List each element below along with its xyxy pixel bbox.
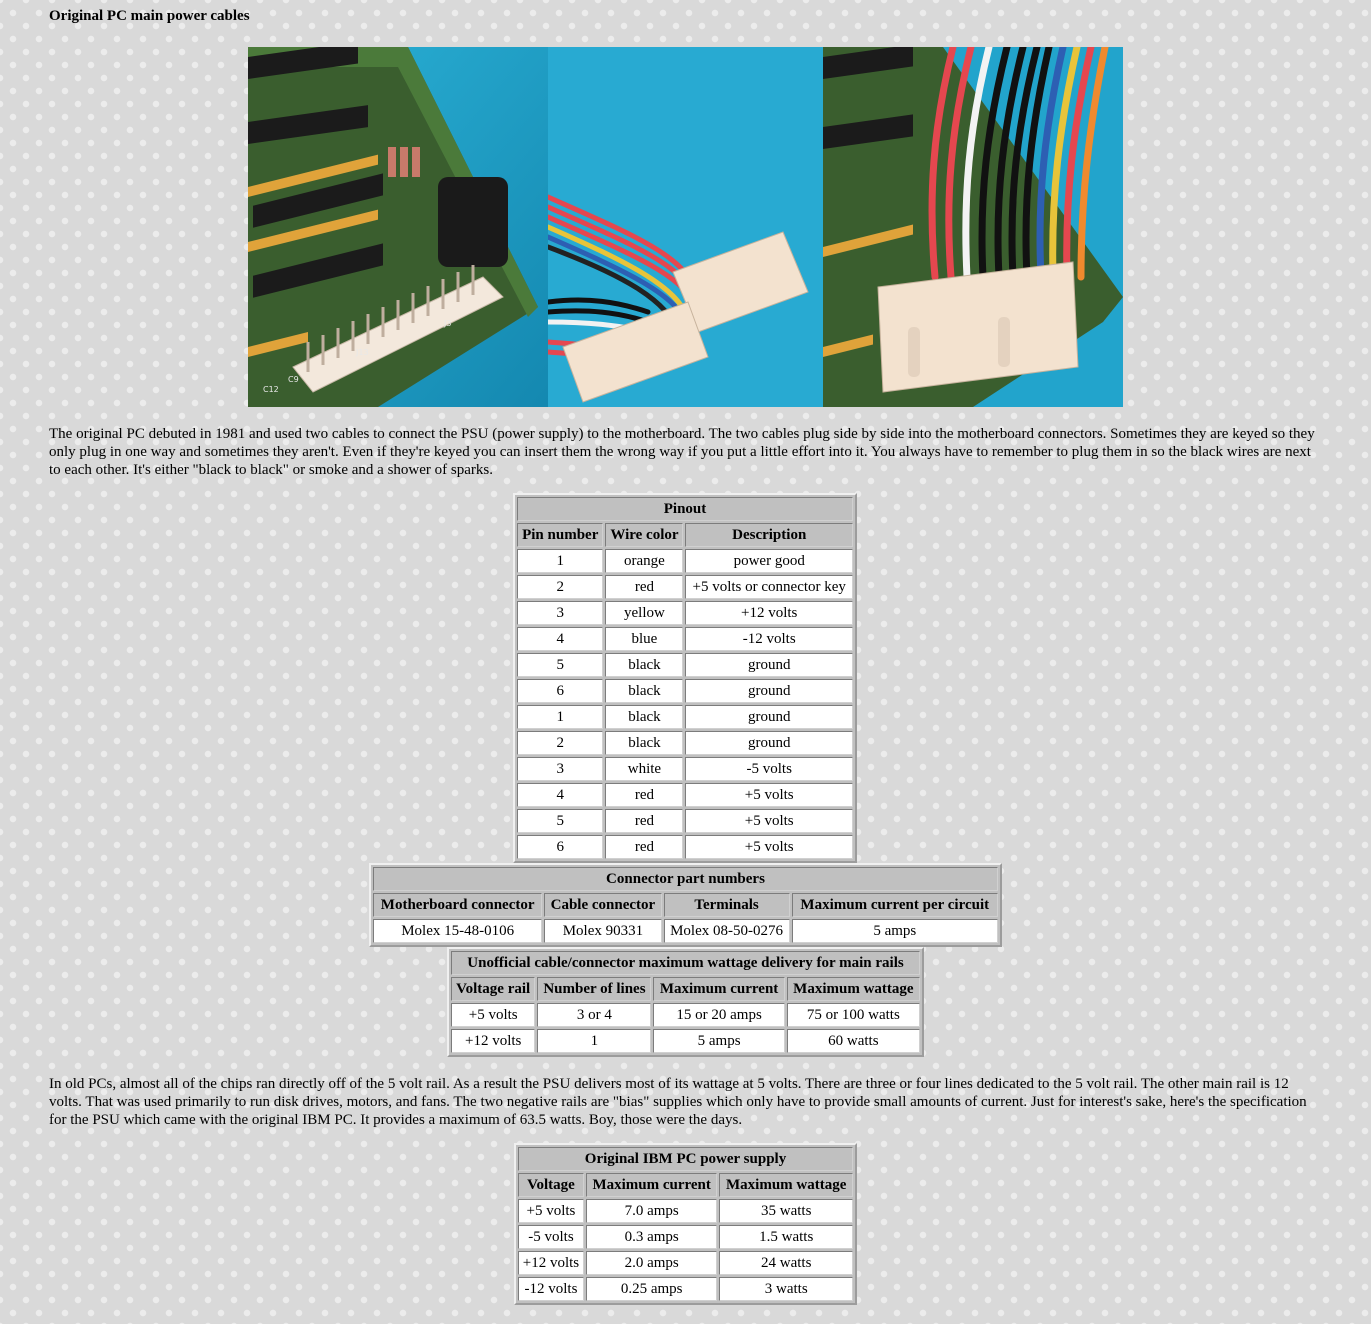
- table-row: [518, 1251, 853, 1275]
- pinout-table: [513, 493, 857, 863]
- installed-cables-photo: [823, 47, 1123, 407]
- cell: 1: [537, 1029, 651, 1053]
- cell: orange: [605, 549, 683, 573]
- parts-caption: Connector part numbers: [373, 867, 998, 891]
- cell: 75 or 100 watts: [787, 1003, 920, 1027]
- table-row: [517, 679, 853, 703]
- col-terminals: Terminals: [664, 893, 790, 917]
- col-voltage-rail: Voltage rail: [451, 977, 535, 1001]
- table-row: [517, 705, 853, 729]
- cell: 0.3 amps: [586, 1225, 718, 1249]
- cell: 5: [517, 809, 603, 833]
- table-row: [518, 1225, 853, 1249]
- col-cable-connector: Cable connector: [544, 893, 661, 917]
- table-row: [373, 919, 998, 943]
- cell: 3 watts: [719, 1277, 853, 1301]
- cell: Molex 08-50-0276: [664, 919, 790, 943]
- label-c12: C12: [263, 385, 279, 394]
- table-row: [517, 653, 853, 677]
- cell: ground: [685, 731, 853, 755]
- cell: ground: [685, 705, 853, 729]
- cell: 3: [517, 757, 603, 781]
- label-j13: J13: [356, 348, 369, 357]
- cell: 7.0 amps: [586, 1199, 718, 1223]
- col-maximum-current: Maximum current: [653, 977, 784, 1001]
- cell: +5 volts: [685, 783, 853, 807]
- cell: +12 volts: [518, 1251, 584, 1275]
- table-row: [451, 1029, 920, 1053]
- col-maximum-wattage: Maximum wattage: [787, 977, 920, 1001]
- cell: black: [605, 653, 683, 677]
- label-j3: J3: [444, 319, 452, 328]
- cell: 24 watts: [719, 1251, 853, 1275]
- cable-plugs-photo: [548, 47, 823, 407]
- ibm-psu-table: [514, 1143, 857, 1305]
- cell: 4: [517, 627, 603, 651]
- table-row: [517, 757, 853, 781]
- cell: +5 volts: [685, 835, 853, 859]
- cell: red: [605, 575, 683, 599]
- cell: blue: [605, 627, 683, 651]
- page-title: Original PC main power cables: [49, 8, 250, 24]
- table-row: [517, 809, 853, 833]
- cell: ground: [685, 679, 853, 703]
- table-row: [517, 731, 853, 755]
- cell: +12 volts: [685, 601, 853, 625]
- table-row: [517, 835, 853, 859]
- table-row: [517, 783, 853, 807]
- cell: 2.0 amps: [586, 1251, 718, 1275]
- cell: +5 volts: [451, 1003, 535, 1027]
- cell: red: [605, 835, 683, 859]
- cell: black: [605, 731, 683, 755]
- motherboard-photo: [248, 47, 548, 407]
- cell: +5 volts: [518, 1199, 584, 1223]
- cell: 2: [517, 575, 603, 599]
- cell: 0.25 amps: [586, 1277, 718, 1301]
- cell: +12 volts: [451, 1029, 535, 1053]
- cell: Molex 90331: [544, 919, 661, 943]
- photo-strip: [248, 47, 1123, 407]
- cell: 6: [517, 679, 603, 703]
- cell: 6: [517, 835, 603, 859]
- table-row: [517, 575, 853, 599]
- col-max-current-per-circuit: Maximum current per circuit: [792, 893, 998, 917]
- cell: white: [605, 757, 683, 781]
- table-row: [517, 549, 853, 573]
- cell: -12 volts: [685, 627, 853, 651]
- wattage-table: [447, 947, 924, 1057]
- cell: 1: [517, 705, 603, 729]
- table-row: [517, 601, 853, 625]
- table-row: [517, 627, 853, 651]
- col-description: Description: [685, 523, 853, 547]
- cell: 3 or 4: [537, 1003, 651, 1027]
- cell: 5 amps: [792, 919, 998, 943]
- col-maximum-wattage: Maximum wattage: [719, 1173, 853, 1197]
- wattage-caption: Unofficial cable/connector maximum wattage delivery for main rails: [451, 951, 920, 975]
- cell: 60 watts: [787, 1029, 920, 1053]
- cell: 5: [517, 653, 603, 677]
- cell: 3: [517, 601, 603, 625]
- cell: 5 amps: [653, 1029, 784, 1053]
- cell: -12 volts: [518, 1277, 584, 1301]
- col-motherboard-connector: Motherboard connector: [373, 893, 542, 917]
- pinout-caption: Pinout: [517, 497, 853, 521]
- col-pin-number: Pin number: [517, 523, 603, 547]
- cell: red: [605, 783, 683, 807]
- col-wire-color: Wire color: [605, 523, 683, 547]
- cell: +5 volts: [685, 809, 853, 833]
- cell: red: [605, 809, 683, 833]
- ibm-caption: Original IBM PC power supply: [518, 1147, 853, 1171]
- cell: 1: [517, 549, 603, 573]
- cell: yellow: [605, 601, 683, 625]
- col-number-of-lines: Number of lines: [537, 977, 651, 1001]
- cell: 2: [517, 731, 603, 755]
- col-voltage: Voltage: [518, 1173, 584, 1197]
- table-row: [518, 1277, 853, 1301]
- cell: +5 volts or connector key: [685, 575, 853, 599]
- cell: 4: [517, 783, 603, 807]
- col-maximum-current: Maximum current: [586, 1173, 718, 1197]
- cell: 1.5 watts: [719, 1225, 853, 1249]
- intro-paragraph: The original PC debuted in 1981 and used two cables to connect the PSU (power supply) to the motherboard. The two cables plug side by side into the motherboard connectors. Sometimes they are keyed so they only plug in one way and sometimes they aren't. Even if they're keyed you can insert them the wrong way if you put a little effort into it. You always have to remember to plug them in so the black wires are next to each other. It's either "black to black" or smoke and a shower of sparks.: [49, 426, 1315, 478]
- cell: -5 volts: [685, 757, 853, 781]
- cell: -5 volts: [518, 1225, 584, 1249]
- cell: Molex 15-48-0106: [373, 919, 542, 943]
- table-row: [451, 1003, 920, 1027]
- cell: 15 or 20 amps: [653, 1003, 784, 1027]
- part-numbers-table: [369, 863, 1002, 947]
- table-row: [518, 1199, 853, 1223]
- cell: ground: [685, 653, 853, 677]
- body-paragraph: In old PCs, almost all of the chips ran directly off of the 5 volt rail. As a result the PSU delivers most of its wattage at 5 volts. There are three or four lines dedicated to the 5 volt rail. The other main rail is 12 volts. That was used primarily to run disk drives, motors, and fans. The two negative rails are "bias" supplies which only have to provide small amounts of current. Just for interest's sake, here's the specification for the PSU which came with the original IBM PC. It provides a maximum of 63.5 watts. Boy, those were the days.: [49, 1076, 1307, 1128]
- label-c9: C9: [288, 375, 299, 384]
- cell: black: [605, 705, 683, 729]
- cell: black: [605, 679, 683, 703]
- cell: 35 watts: [719, 1199, 853, 1223]
- cell: power good: [685, 549, 853, 573]
